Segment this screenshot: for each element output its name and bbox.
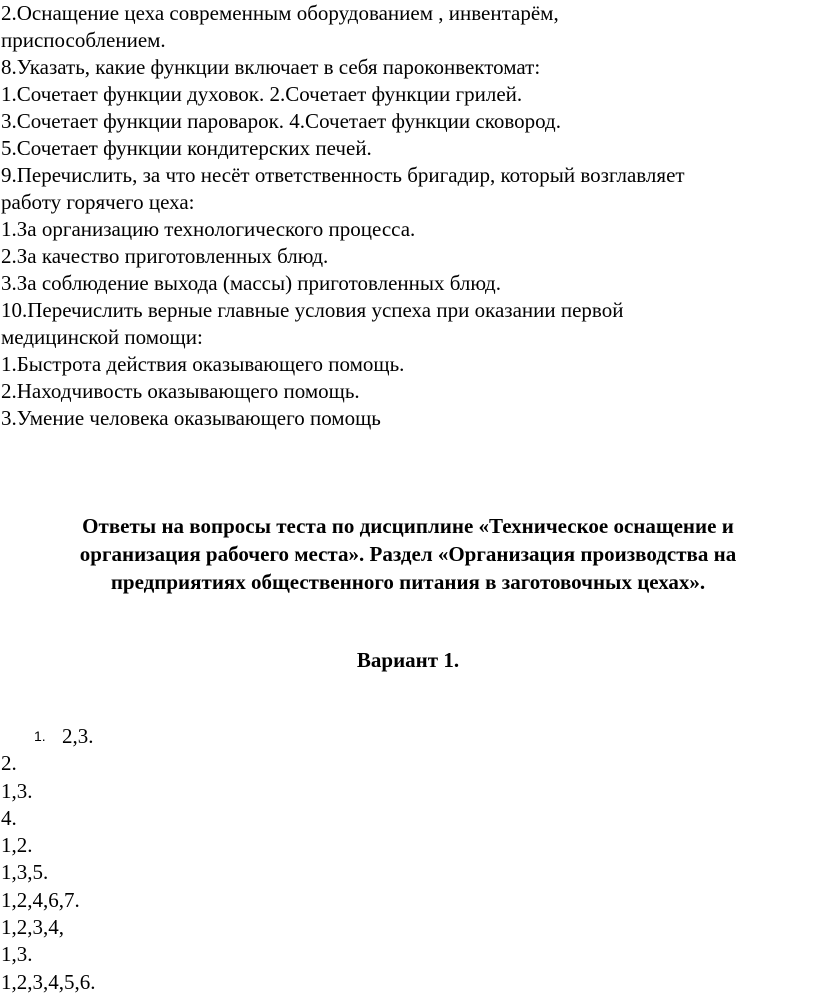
question-line: приспособлением. xyxy=(1,28,166,52)
heading-line: организация рабочего места». Раздел «Организация производства на xyxy=(79,542,737,566)
question-line: 8.Указать, какие функции включает в себя пароконвектомат: xyxy=(1,55,541,79)
question-line: 10.Перечислить верные главные условия успеха при оказании первой xyxy=(1,298,624,322)
question-line: 2.Находчивость оказывающего помощь. xyxy=(1,379,360,403)
answer-item: 4. xyxy=(1,805,17,830)
variant-title xyxy=(0,646,816,674)
question-line: работу горячего цеха: xyxy=(1,190,195,214)
question-line: 1.За организацию технологического процесса. xyxy=(1,217,416,241)
answer-item xyxy=(1,723,601,750)
question-line: медицинской помощи: xyxy=(1,325,203,349)
question-line: 1.Сочетает функции духовок. 2.Сочетает функции грилей. xyxy=(1,82,523,106)
question-line: 2.За качество приготовленных блюд. xyxy=(1,244,329,268)
question-line: 3.Умение человека оказывающего помощь xyxy=(1,406,381,430)
answers-list xyxy=(1,723,601,996)
heading-line: предприятиях общественного питания в заготовочных цехах». xyxy=(110,570,706,594)
question-line: 5.Сочетает функции кондитерских печей. xyxy=(1,136,372,160)
question-line: 9.Перечислить, за что несёт ответственность бригадир, который возглавляет xyxy=(1,163,685,187)
answer-item: 1,2. xyxy=(1,833,33,858)
answer-item: 1,3. xyxy=(1,942,33,967)
answer-item: 1,2,3,4, xyxy=(1,915,64,940)
question-line: 1.Быстрота действия оказывающего помощь. xyxy=(1,352,405,376)
answer-value: 2,3. xyxy=(62,724,94,748)
variant-title-text: Вариант 1. xyxy=(356,648,460,672)
question-line: 3.Сочетает функции пароварок. 4.Сочетает функции сковород. xyxy=(1,109,561,133)
answer-item: 1,2,4,6,7. xyxy=(1,887,80,912)
answer-item: 2. xyxy=(1,751,17,776)
question-line: 3.За соблюдение выхода (массы) приготовленных блюд. xyxy=(1,271,501,295)
answers-heading xyxy=(0,512,816,596)
answer-item: 1,3. xyxy=(1,778,33,803)
questions-block xyxy=(1,0,813,432)
list-number: 1. xyxy=(34,728,46,744)
answer-item: 1,3,5. xyxy=(1,860,49,885)
heading-line: Ответы на вопросы теста по дисциплине «Техническое оснащение и xyxy=(82,514,734,538)
question-line: 2.Оснащение цеха современным оборудованием , инвентарём, xyxy=(1,1,559,25)
answer-item: 1,2,3,4,5,6. xyxy=(1,969,96,994)
